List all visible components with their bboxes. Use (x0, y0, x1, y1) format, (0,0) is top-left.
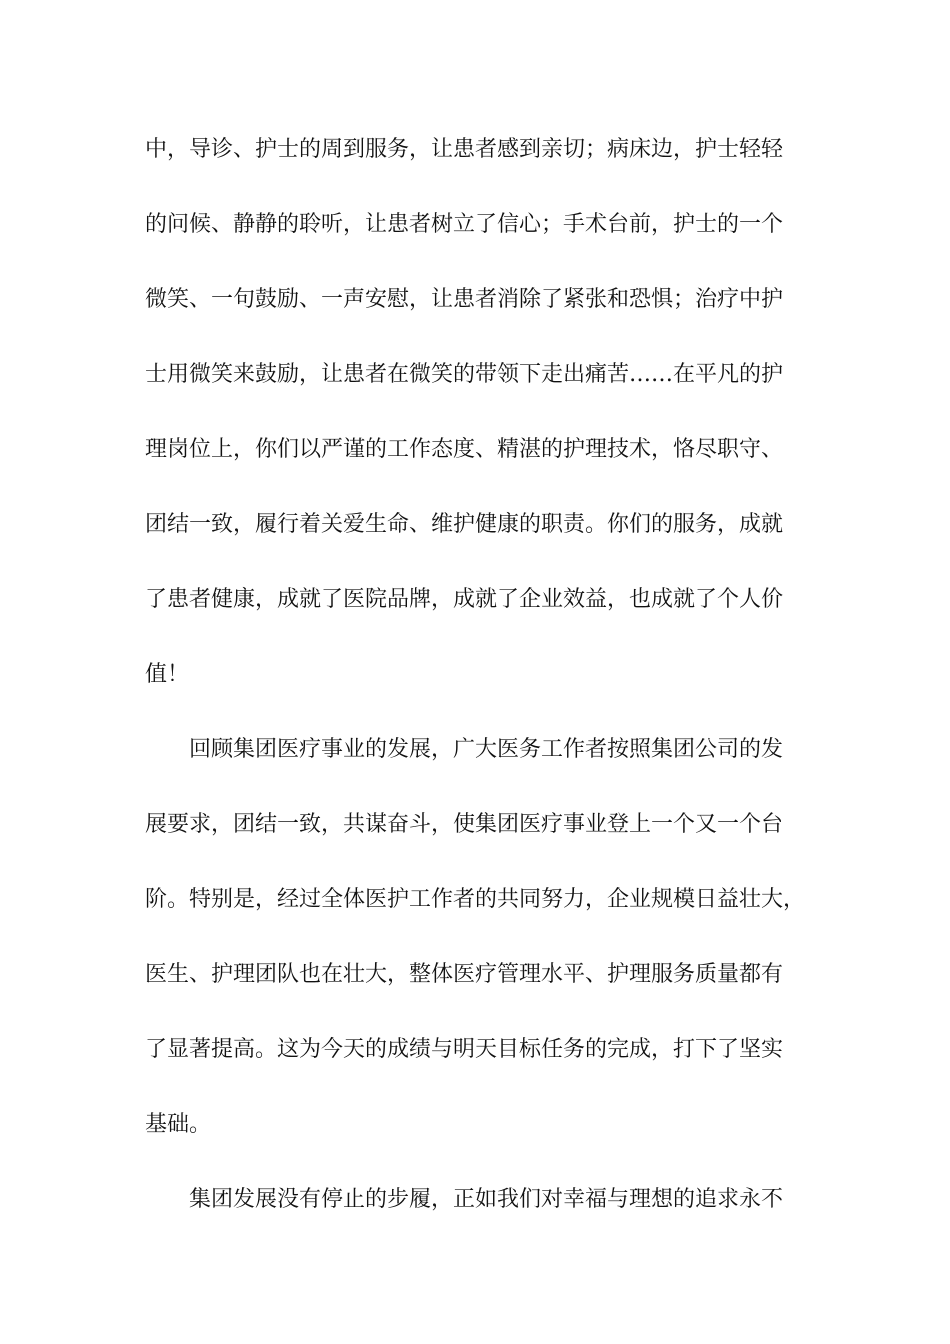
text-line: 阶。特别是，经过全体医护工作者的共同努力，企业规模日益壮大， (145, 887, 806, 912)
text-line: 展要求，团结一致，共谋奋斗，使集团医疗事业登上一个又一个台 (145, 812, 784, 837)
text-line: 回顾集团医疗事业的发展，广大医务工作者按照集团公司的发 (189, 737, 784, 762)
text-line: 理岗位上，你们以严谨的工作态度、精湛的护理技术，恪尽职守、 (145, 437, 784, 462)
text-line: 了患者健康，成就了医院品牌，成就了企业效益，也成就了个人价 (145, 587, 784, 612)
text-line: 集团发展没有停止的步履，正如我们对幸福与理想的追求永不 (189, 1187, 784, 1212)
text-line: 士用微笑来鼓励，让患者在微笑的带领下走出痛苦……在平凡的护 (145, 362, 784, 387)
text-line: 的问候、静静的聆听，让患者树立了信心；手术台前，护士的一个 (145, 212, 784, 237)
text-line: 微笑、一句鼓励、一声安慰，让患者消除了紧张和恐惧；治疗中护 (145, 287, 784, 312)
text-line: 团结一致，履行着关爱生命、维护健康的职责。你们的服务，成就 (145, 512, 784, 537)
text-line: 值！ (145, 662, 190, 687)
text-line: 了显著提高。这为今天的成绩与明天目标任务的完成，打下了坚实 (145, 1037, 784, 1062)
text-line: 中，导诊、护士的周到服务，让患者感到亲切；病床边，护士轻轻 (145, 137, 784, 162)
text-line: 基础。 (145, 1112, 212, 1137)
text-line: 医生、护理团队也在壮大，整体医疗管理水平、护理服务质量都有 (145, 962, 784, 987)
